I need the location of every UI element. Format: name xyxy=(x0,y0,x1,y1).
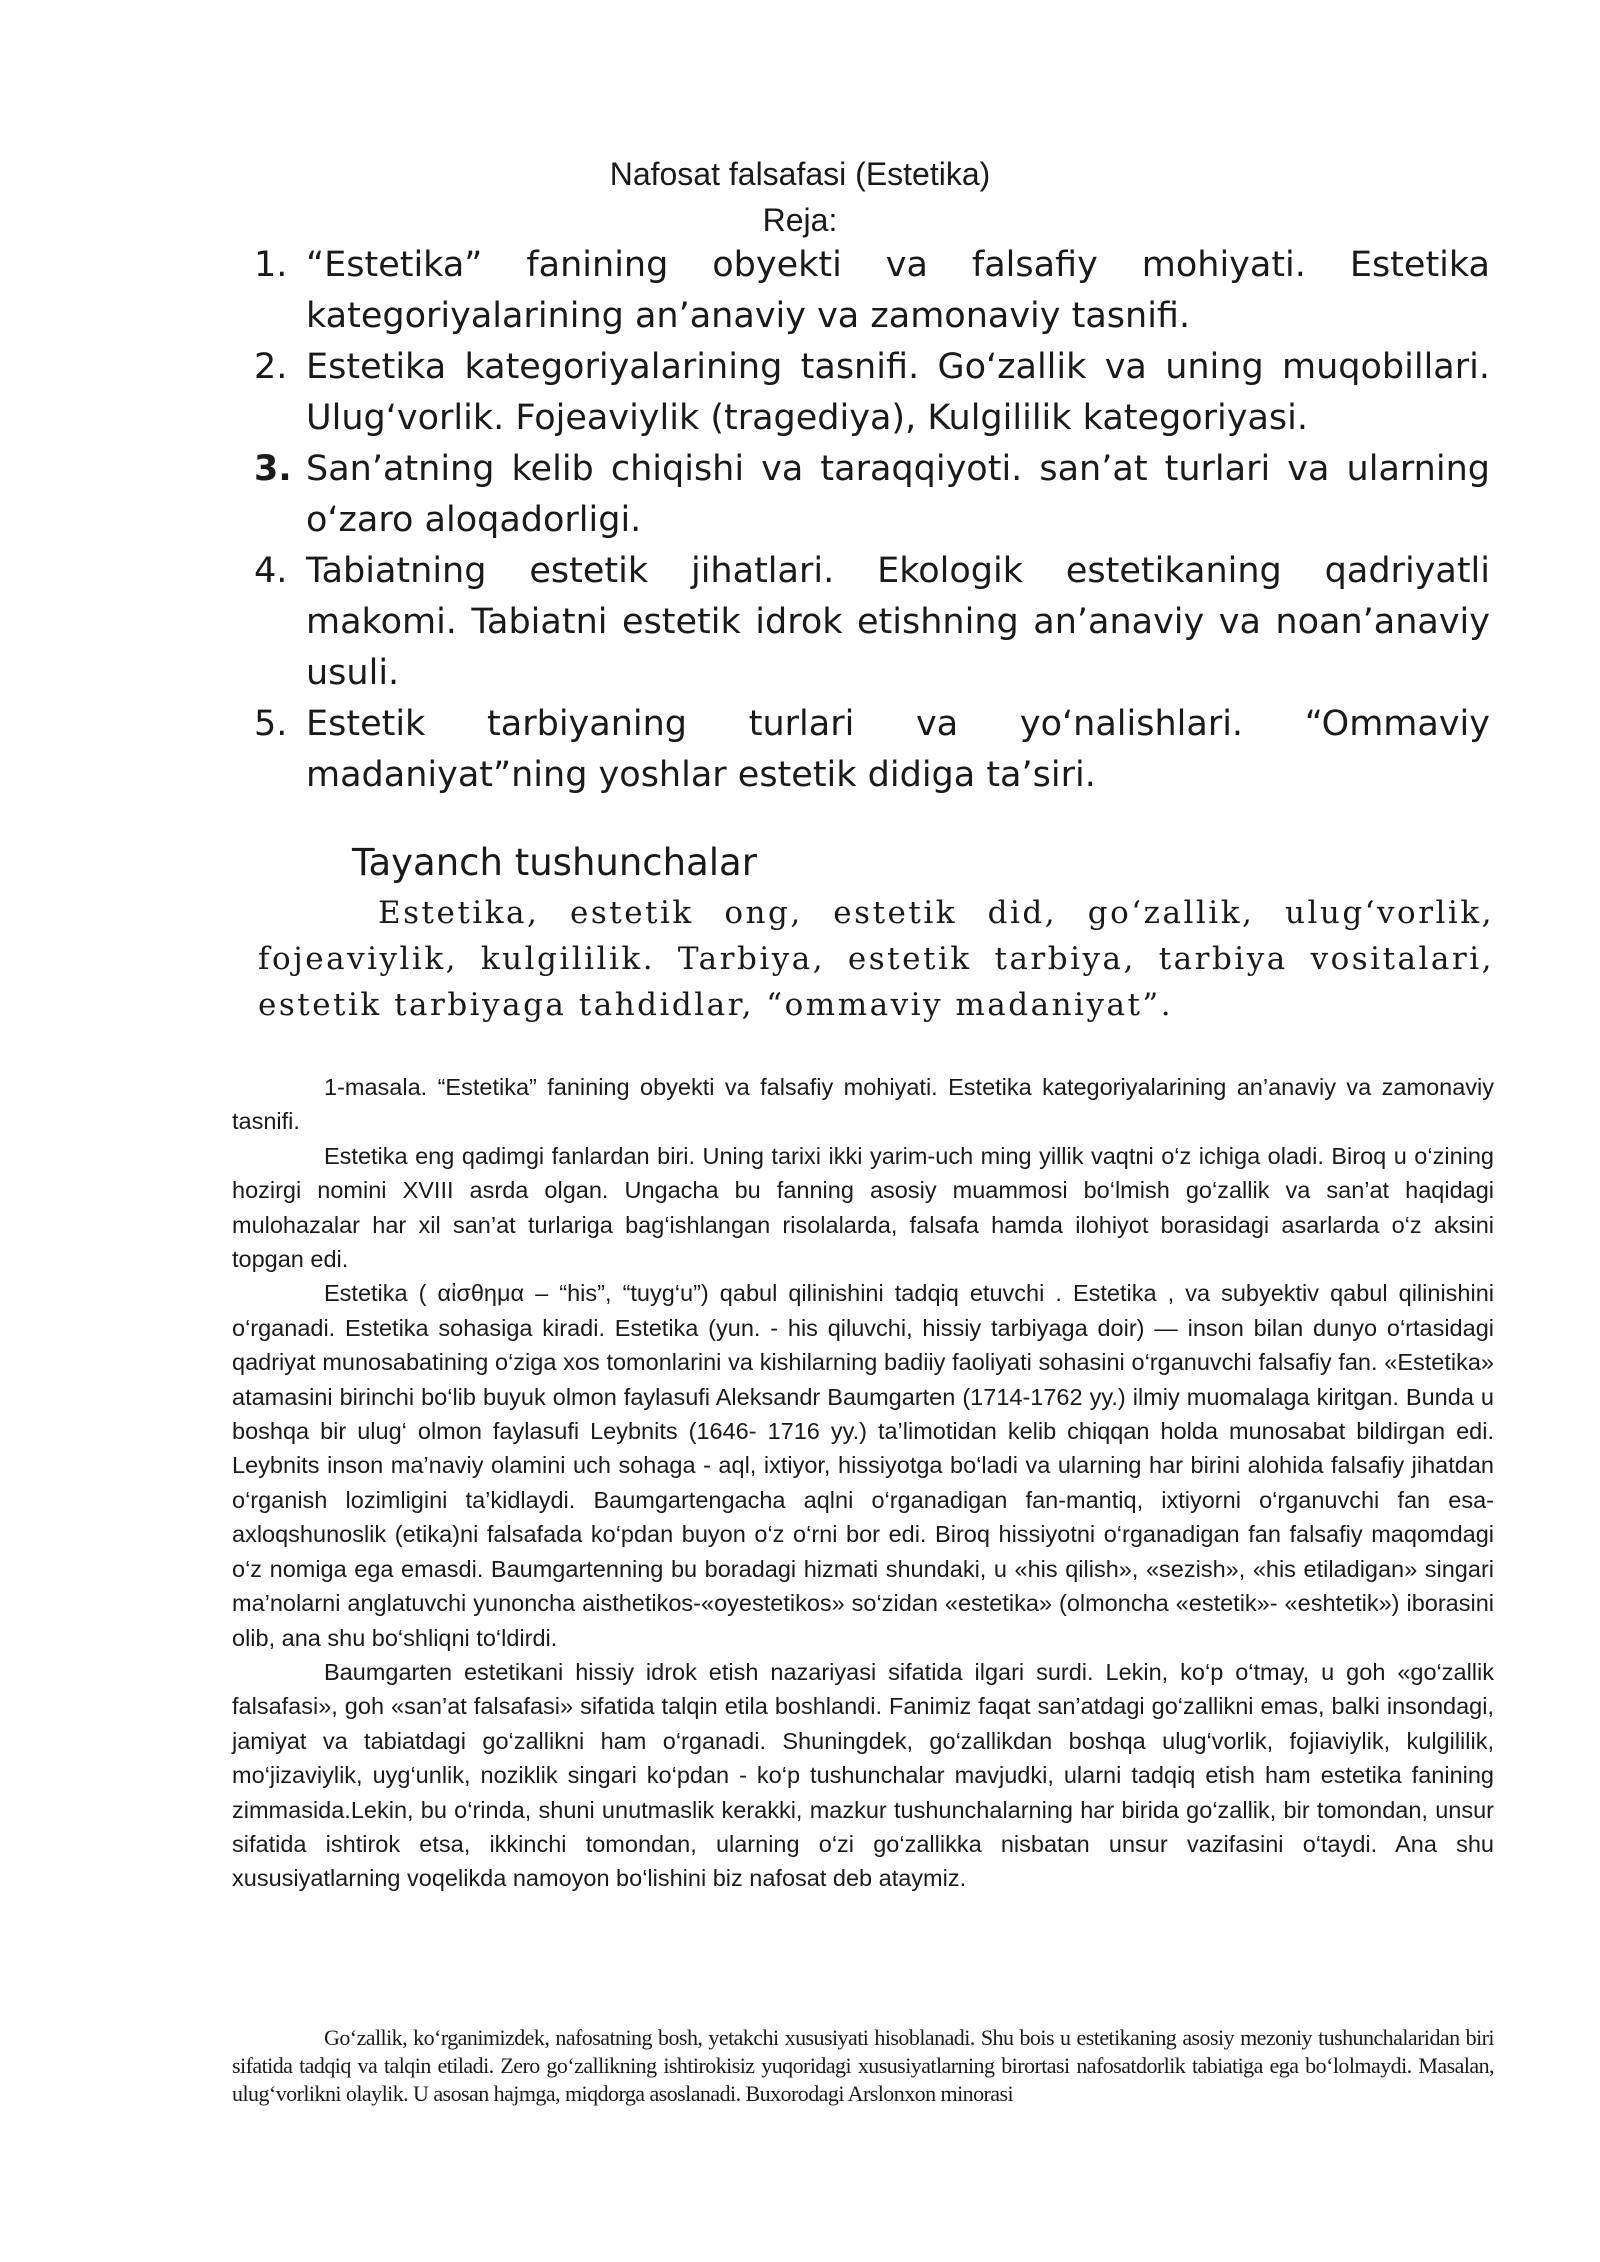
plan-heading: Reja: xyxy=(762,202,838,238)
body-text xyxy=(232,1070,1494,1896)
body-paragraph: Baumgarten estetikani hissiy idrok etish nazariyasi sifatida ilgari surdi. Lekin, ko‘p o‘tmay, u goh «go‘zallik falsafasi», goh «san’at falsafasi» sifatida talqin etila boshlandi. Fanimiz faqat san’atdagi go‘zallikni emas, balki insondagi, jamiyat va tabiatdagi go‘zallikni ham o‘rganadi. Shuningdek, go‘zallikdan boshqa ulug‘vorlik, fojiaviylik, kulgililik, mo‘jizaviylik, uyg‘unlik, noziklik singari ko‘pdan - ko‘p tushunchalar mavjudki, ularni tadqiq etish ham estetika fanining zimmasida.Lekin, bu o‘rinda, shuni unutmaslik kerakki, mazkur tushunchalarning har birida go‘zallik, bir tomondan, unsur sifatida ishtirok etsa, ikkinchi tomondan, ularning o‘zi go‘zallikka nisbatan unsur vazifasini o‘taydi. Ana shu xususiyatlarning voqelikda namoyon bo‘lishini biz nafosat deb ataymiz. xyxy=(232,1658,1494,1892)
plan-item-number: 5. xyxy=(254,704,288,744)
section-heading-paragraph: 1-masala. “Estetika” fanining obyekti va falsafiy mohiyati. Estetika kategoriyalarining an’anaviy va zamonaviy tasnifi. xyxy=(232,1074,1494,1135)
key-concepts-heading: Tayanch tushunchalar xyxy=(352,841,757,884)
body-paragraph: Estetika eng qadimgi fanlardan biri. Uning tarixi ikki yarim-uch ming yillik vaqtni o‘z ichiga oladi. Biroq u o‘zining hozirgi nomini XVIII asrda olgan. Ungacha bu fanning asosiy muammosi bo‘lmish go‘zallik va san’at haqidagi mulohazalar har xil san’at turlariga bag‘ishlangan risolalarda, falsafa hamda ilohiyot borasidagi asarlarda o‘z aksini topgan edi. xyxy=(232,1142,1494,1273)
plan-item-text: Estetika kategoriyalarining tasnifi. Go‘zallik va uning muqobillari. Ulug‘vorlik. Fojeaviylik (tragediya), Kulgililik kategoriyasi. xyxy=(306,347,1490,438)
body-paragraph: Estetika ( αἰσθημα – “his”, “tuyg‘u”) qabul qilinishini tadqiq etuvchi . Estetika , va subyektiv qabul qilinishini o‘rganadi. Estetika sohasiga kiradi. Estetika (yun. - his qiluvchi, hissiy tarbiyaga doir) — inson bilan dunyo o‘rtasidagi qadriyat munosabatining o‘ziga xos tomonlarini va kishilarning badiiy faoliyati sohasini o‘rganuvchi falsafiy fan. «Estetika» atamasini birinchi bo‘lib buyuk olmon faylasufi Aleksandr Baumgarten (1714-1762 yy.) ilmiy muomalaga kiritgan. Bunda u boshqa bir ulug‘ olmon faylasufi Leybnits (1646- 1716 yy.) ta’limotidan kelib chiqqan holda munosabat bildirgan edi. Leybnits inson ma’naviy olamini uch sohaga - aql, ixtiyor, hissiyotga bo‘ladi va ularning har birini alohida falsafiy jihatdan o‘rganish lozimligini ta’kidlaydi. Baumgartengacha aqlni o‘rganadigan fan-mantiq, ixtiyorni o‘rganuvchi fan esa-axloqshunoslik (etika)ni falsafada ko‘pdan buyon o‘z o‘rni bor edi. Biroq hissiyotni o‘rganadigan fan falsafiy maqomdagi o‘z nomiga ega emasdi. Baumgartenning bu boradagi hizmati shundaki, u «his qilish», «sezish», «his etiladigan» singari ma’nolarni anglatuvchi yunoncha aisthetikos-«oyestetikos» so‘zidan «estetika» (olmoncha «estetik»- «eshtetik») iborasini olib, ana shu bo‘shliqni to‘ldirdi. xyxy=(232,1280,1494,1651)
key-concepts-text: Estetika, estetik ong, estetik did, go‘zallik, ulug‘vorlik, fojeaviylik, kulgililik. Tarbiya, estetik tarbiya, tarbiya vositalari, estetik tarbiyaga tahdidlar, “ommaviy madaniyat”. xyxy=(258,895,1494,1023)
plan-item-number: 1. xyxy=(254,245,288,285)
plan-item-text: San’atning kelib chiqishi va taraqqiyoti. san’at turlari va ularning o‘zaro aloqadorligi. xyxy=(306,449,1490,540)
plan-item-text: Estetik tarbiyaning turlari va yo‘nalishlari. “Ommaviy madaniyat”ning yoshlar estetik didiga ta’siri. xyxy=(306,704,1490,795)
plan-item-number: 3. xyxy=(254,449,292,489)
document-title: Nafosat falsafasi (Estetika) xyxy=(609,156,991,192)
plan-list xyxy=(254,240,1490,801)
plan-item xyxy=(254,240,1490,342)
body-paragraph-serif: Go‘zallik, ko‘rganimizdek, nafosatning bosh, yetakchi xususiyati hisoblanadi. Shu bois u estetikaning asosiy mezoniy tushunchalaridan biri sifatida tadqiq va talqin etiladi. Zero go‘zallikning ishtirokisiz yuqoridagi xususiyatlarning birortasi nafosatdorlik tabiatiga ega bo‘lolmaydi. Masalan, ulug‘vorlikni olaylik. U asosan hajmga, miqdorga asoslanadi. Buxorodagi Arslonxon minorasi xyxy=(232,2025,1494,2106)
plan-item-number: 2. xyxy=(254,347,288,387)
plan-item-number: 4. xyxy=(254,551,288,591)
plan-item xyxy=(254,546,1490,699)
plan-item-text: Tabiatning estetik jihatlari. Ekologik estetikaning qadriyatli makomi. Tabiatni estetik idrok etishning an’anaviy va noan’anaviy usuli. xyxy=(306,551,1490,693)
plan-item xyxy=(254,342,1490,444)
plan-item xyxy=(254,699,1490,801)
plan-item-text: “Estetika” fanining obyekti va falsafiy mohiyati. Estetika kategoriyalarining an’anaviy va zamonaviy tasnifi. xyxy=(306,245,1490,336)
plan-item xyxy=(254,444,1490,546)
